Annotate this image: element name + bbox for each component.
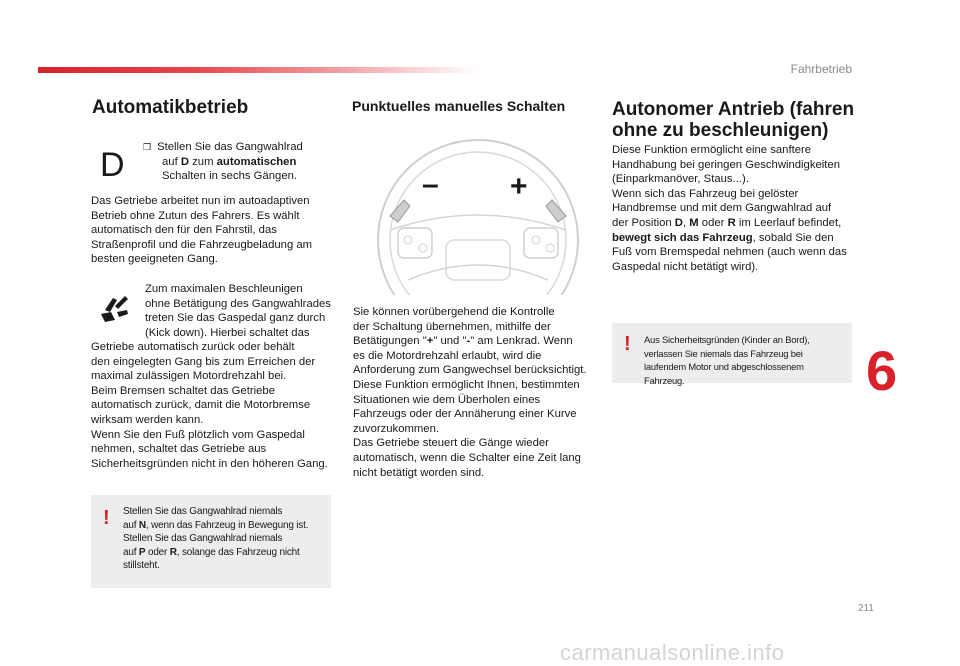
middle-heading-wrap <box>352 99 602 114</box>
paddle-plus-label: + <box>510 170 528 203</box>
chapter-number: 6 <box>866 339 898 402</box>
left-para1: Das Getriebe arbeitet nun im autoadaptiven Betrieb ohne Zutun des Fahrers. Es wählt automatisch den für den Fahrstil, das Straßenprofil und die Fahrzeugbeladung am besten geeigneten Gang. <box>91 195 313 266</box>
page-number: 211 <box>858 603 874 614</box>
left-bullet: ❒ Stellen Sie das Gangwahlrad auf D zum automatischen Schalten in sechs Gängen. <box>143 141 303 183</box>
bullet-arrow-icon: ❒ <box>143 142 152 152</box>
autonomous-heading: Autonomer Antrieb (fahren ohne zu beschleunigen) <box>612 99 855 141</box>
left-kickdown: Zum maximalen Beschleunigen ohne Betätigung des Gangwahlrades treten Sie das Gaspedal ganz durch (Kick down). Hierbei schaltet das <box>145 283 331 339</box>
manual-shift-heading: Punktuelles manuelles Schalten <box>352 98 566 114</box>
foot-pedal-icon <box>97 290 131 324</box>
paddle-minus-label: – <box>422 168 439 201</box>
paddle-minus-shape <box>390 200 410 222</box>
header-accent-bar <box>38 67 478 73</box>
warning-icon: ! <box>103 507 110 529</box>
left-column <box>92 97 342 118</box>
steering-wheel-graphic <box>368 130 588 295</box>
middle-body: Sie können vorübergehend die Kontrolle der Schaltung übernehmen, mithilfe der Betätigungen "+" und "-" am Lenkrad. Wenn es die Motordrehzahl erlaubt, wird die Anforderung zum Gangwechsel berücksichtigt. Diese Funktion ermöglicht Ihnen, bestimmten Situationen wie dem Überholen eines Fahrzeugs oder der Annäherung einer Kurve zuvorzukommen. Das Getriebe steuert die Gänge wieder automatisch, wenn die Schalter eine Zeit lang nicht betätigt worden sind. <box>353 306 587 479</box>
right-body: Diese Funktion ermöglicht eine sanftere Handhabung bei geringen Geschwindigkeiten (Einparkmanöver, Staus...). Wenn sich das Fahrzeug bei gelöster Handbremse und mit dem Gangwahlrad auf der Position D, M oder R im Leerlauf befindet, bewegt sich das Fahrzeug, sobald Sie den Fuß vom Bremspedal nehmen (auch wenn das Gaspedal nicht betätigt wird). <box>612 144 847 273</box>
left-para2: Getriebe automatisch zurück oder behält den eingelegten Gang bis zum Erreichen der maximal zulässigen Motordrehzahl bei. Beim Bremsen schaltet das Getriebe automatisch zurück, damit die Motorbremse wirksam werden kann. Wenn Sie den Fuß plötzlich vom Gaspedal nehmen, schaltet das Getriebe aus Sicherheitsgründen nicht in den höheren Gang. <box>91 341 328 470</box>
automatik-heading: Automatikbetrieb <box>92 97 249 118</box>
steering-wheel-illustration <box>368 130 588 295</box>
watermark-text: carmanualsonline.info <box>560 640 785 665</box>
section-title: Fahrbetrieb <box>790 62 852 76</box>
warning-icon: ! <box>624 333 631 355</box>
right-heading-wrap <box>612 99 862 141</box>
gear-d-icon: D <box>100 146 125 184</box>
paddle-plus-shape <box>546 200 566 222</box>
right-warning-box: ! Aus Sicherheitsgründen (Kinder an Bord), verlassen Sie niemals das Fahrzeug bei laufendem Motor und abgeschlossenem Fahrzeug. <box>612 323 852 383</box>
left-warning-box: ! Stellen Sie das Gangwahlrad niemals auf N, wenn das Fahrzeug in Bewegung ist. Stellen Sie das Gangwahlrad niemals auf P oder R, solange das Fahrzeug nicht stillsteht. <box>91 495 331 588</box>
